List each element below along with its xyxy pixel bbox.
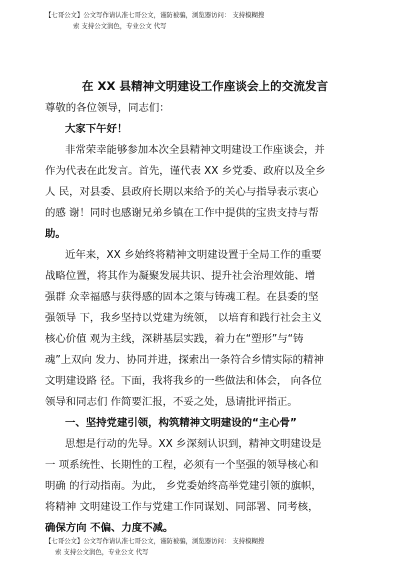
para2-line-5: 核心价值 观为主线，深耕基层实践，着力在“塑形”与“铸 [45, 333, 304, 345]
para2-line-8: 领导和同志们 作简要汇报，不妥之处，恳请批评指正。 [45, 396, 298, 408]
para3-line-1: 思想是行动的先导。XX 乡深刻认识到，精神文明建设是 [65, 438, 322, 450]
para1-line-5: 助。 [45, 228, 66, 240]
footer-line-2: 索 支持公文润色，专业公文 代写 [55, 548, 149, 556]
para1-line-3: 人 民，对县委、县政府长期以来给予的关心与指导表示衷心 [45, 186, 319, 198]
header-line-1: 【七哥公文】公文写作请认准七哥公文，谨防被骗，浏览器访问： 支持模糊搜 [45, 11, 265, 19]
section-1-heading: 一、坚持党建引领，构筑精神文明建设的“主心骨” [65, 417, 297, 429]
greeting: 大家下午好！ [65, 123, 128, 135]
footer-line-1: 【七哥公文】公文写作请认准七哥公文，谨防被骗，浏览器访问： 支持模糊搜 [45, 537, 265, 545]
para3-line-4: 将精神 文明建设工作与党建工作同谋划、同部署、同考核， [45, 501, 319, 513]
header-line-2: 索 支持公文润色，专业公文 代写 [73, 22, 167, 30]
salutation: 尊敬的各位领导，同志们： [45, 102, 170, 114]
para2-line-4: 强领导 下，我乡坚持以党建为统领， 以培育和践行社会主义 [45, 312, 322, 324]
page-footer [45, 536, 390, 558]
para1-line-4: 的感 谢！同时也感谢兄弟乡镇在工作中提供的宝贵支持与帮 [45, 207, 319, 219]
para3-line-2: 一 项系统性、长期性的工程，必须有一个坚强的领导核心和 [45, 459, 319, 471]
para1-line-1: 非常荣幸能够参加本次全县精神文明建设工作座谈会，并 [65, 144, 325, 156]
para1-line-2: 作为代表在此发言。首先，谨代表 XX 乡党委、政府以及全乡 [45, 165, 326, 177]
para3-line-5: 确保方向 不偏、力度不减。 [45, 522, 174, 534]
page-header [45, 10, 390, 32]
para2-line-6: 魂”上双向 发力、协同并进，探索出一条符合乡情实际的精神 [45, 354, 324, 366]
para2-line-7: 文明建设路 径。下面，我将我乡的一些做法和体会， 向各位 [45, 375, 322, 387]
para2-line-2: 战略位置，将其作为凝聚发展共识、提升社会治理效能、增 [45, 270, 316, 282]
para2-line-3: 强群 众幸福感与获得感的固本之策与铸魂工程。在县委的坚 [45, 291, 319, 303]
document-title: 在 XX 县精神文明建设工作座谈会上的交流发言 [81, 79, 329, 93]
para2-line-1: 近年来，XX 乡始终将精神文明建设置于全局工作的重要 [65, 249, 322, 261]
para3-line-3: 明确 的行动指南。为此， 乡党委始终高举党建引领的旗帜， [45, 480, 322, 492]
